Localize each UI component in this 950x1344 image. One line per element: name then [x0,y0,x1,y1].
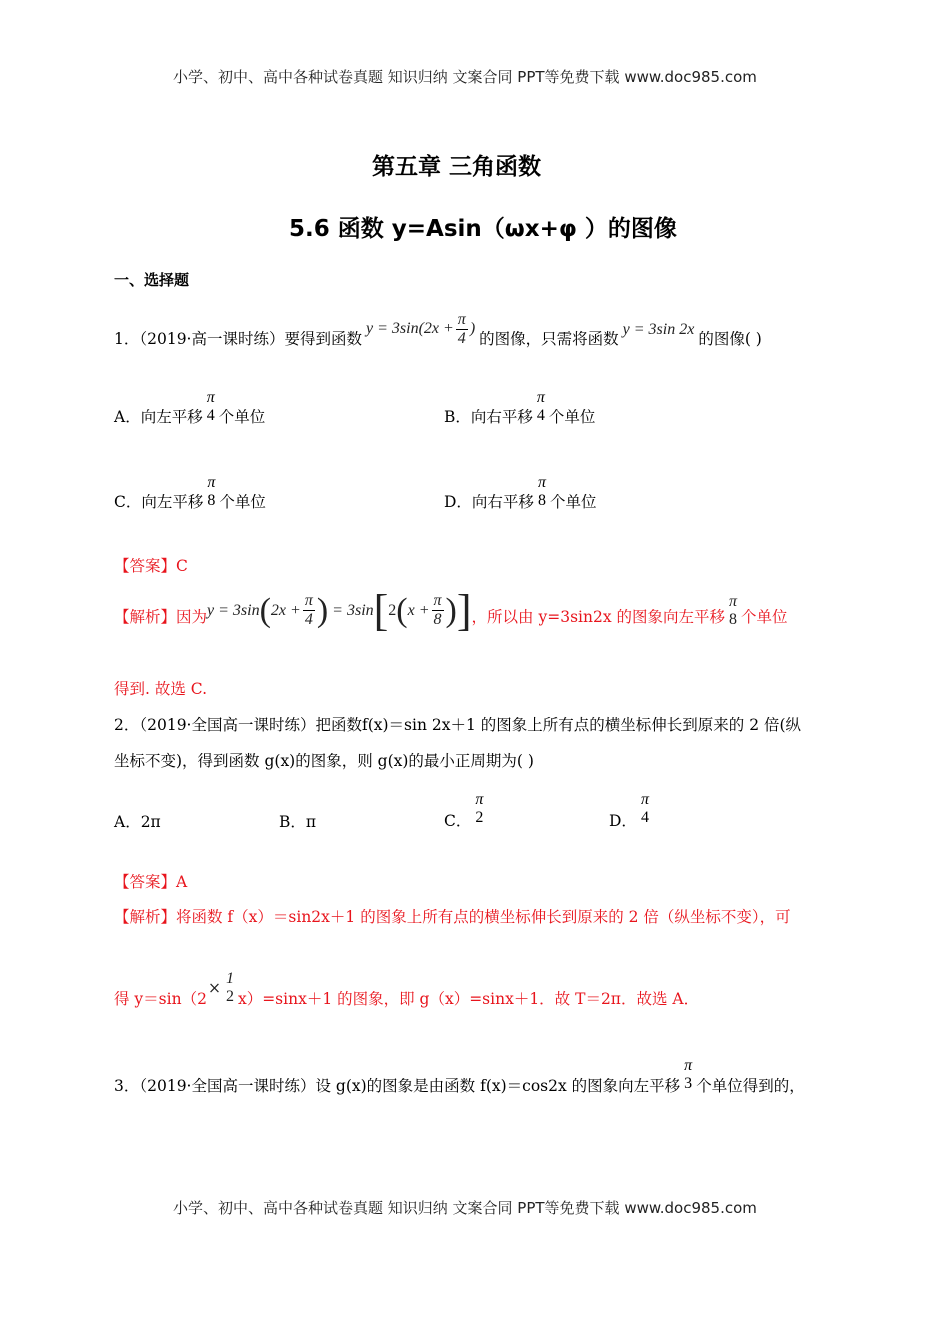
question-1-stem [114,308,762,350]
q1-analysis [114,585,788,635]
q1-formula-target-left: y = 3sin(2x + [366,320,454,337]
q1-option-b-label: B．向右平移 [444,408,533,426]
q2-stem-line2: 坐标不变)，得到函数 g(x)的图象，则 g(x)的最小正周期为( ) [114,752,534,770]
times-icon: × [207,979,221,997]
q3-stem [114,1053,805,1097]
q3-pi-over-3: π 3 [684,1057,693,1092]
q1-analysis-f1: y = 3sin [207,601,260,619]
q2-option-c[interactable] [444,786,487,832]
q2-analysis-half: 1 2 [225,970,234,1005]
q1-option-d-unit: 个单位 [549,493,597,511]
q1-analysis-shift-frac: π 8 [729,592,738,628]
right-bracket-icon: ] [456,585,472,635]
q1-option-b-frac: π 4 [536,389,545,424]
q1-option-b-unit: 个单位 [548,408,596,426]
q1-analysis-mid: ，所以由 y=3sin2x 的图象向左平移 [471,607,725,626]
q2-analysis-line1: 【解析】将函数 f（x）＝sin2x＋1 的图象上所有点的横坐标伸长到原来的 2 倍（纵坐标不变），可 [114,908,791,926]
q1-option-a-frac: π 4 [206,389,215,424]
q2-option-b[interactable]: B．π [279,813,317,831]
q1-stem-c: 的图像( ) [698,330,762,348]
q1-analysis-line2: 得到. 故选 C. [114,680,208,698]
part-heading: 一、选择题 [114,271,190,289]
q1-analysis-end: 个单位 [741,607,788,626]
q1-option-d-frac: π 8 [537,474,546,509]
q1-option-c-label: C．向左平移 [114,493,204,511]
q1-option-c-unit: 个单位 [219,493,266,511]
right-paren-icon: ) [316,591,329,629]
q1-analysis-f5: x + [407,601,430,619]
q1-formula-target [366,311,475,348]
q1-analysis-f3: = 3sin [332,601,374,619]
section-title: 5.6 函数 y=Asin（ωx+φ ）的图像 [289,216,677,242]
q1-pi-over-4: $\frac{\pi}{4}$ [457,310,466,347]
q2-option-d[interactable] [609,786,653,832]
q3-stem-a: 3．（2019·全国高一课时练）设 g(x)的图象是由函数 f(x)＝cos2x 的图象向左平移 [114,1077,681,1095]
q1-analysis-f2: 2x + [270,601,301,619]
q1-option-d-label: D．向右平移 [444,493,534,511]
q1-option-d[interactable] [444,471,596,513]
header-banner: 小学、初中、高中各种试卷真题 知识归纳 文案合同 PPT等免费下载 www.doc985.com [173,68,757,86]
q1-analysis-pi-over-8: $\frac{\pi}{8}$ [433,592,442,628]
q1-option-c[interactable] [114,471,266,513]
left-bracket-icon: [ [373,585,389,635]
q1-option-c-frac: π 8 [207,474,216,509]
q1-stem-a: 1．（2019·高一课时练）要得到函数 [114,330,362,348]
footer-banner: 小学、初中、高中各种试卷真题 知识归纳 文案合同 PPT等免费下载 www.doc985.com [173,1199,757,1217]
left-paren-icon: ( [396,591,408,629]
q3-stem-b: 个单位得到的， [696,1077,805,1095]
q2-option-c-label: C． [444,812,472,830]
q2-option-d-label: D． [609,812,637,830]
q1-option-a[interactable] [114,386,265,428]
q1-formula-target-right: ) [469,320,476,337]
q1-analysis-label: 【解析】因为 [114,607,208,626]
right-paren-icon: ) [445,591,457,629]
left-paren-icon: ( [259,591,271,629]
q2-answer: 【答案】A [114,873,188,891]
q1-option-a-unit: 个单位 [218,408,266,426]
q1-analysis-formula [207,585,472,635]
q2-analysis-b: x）=sinx＋1 的图象，即 g（x）=sinx＋1．故 T＝2π．故选 A． [237,990,700,1008]
q2-analysis-line2 [114,966,699,1010]
q2-analysis-a: 得 y＝sin（2 [114,990,207,1008]
q2-option-a[interactable]: A．2π [114,813,161,831]
q1-stem-b: 的图像，只需将函数 [479,330,619,348]
q1-formula-source: y = 3sin 2x [622,321,695,338]
q2-option-d-frac: π 4 [640,791,649,826]
q1-analysis-f4: 2 [388,601,397,619]
q2-stem-line1: 2．（2019·全国高一课时练）把函数f(x)＝sin 2x＋1 的图象上所有点的横坐标伸长到原来的 2 倍(纵 [114,716,802,734]
q1-answer: 【答案】C [114,557,188,575]
q1-analysis-pi-over-4: $\frac{\pi}{4}$ [304,592,313,628]
chapter-title: 第五章 三角函数 [372,154,542,180]
q1-option-a-label: A．向左平移 [114,408,203,426]
q1-option-b[interactable] [444,386,595,428]
q2-option-c-frac: π 2 [475,791,484,826]
